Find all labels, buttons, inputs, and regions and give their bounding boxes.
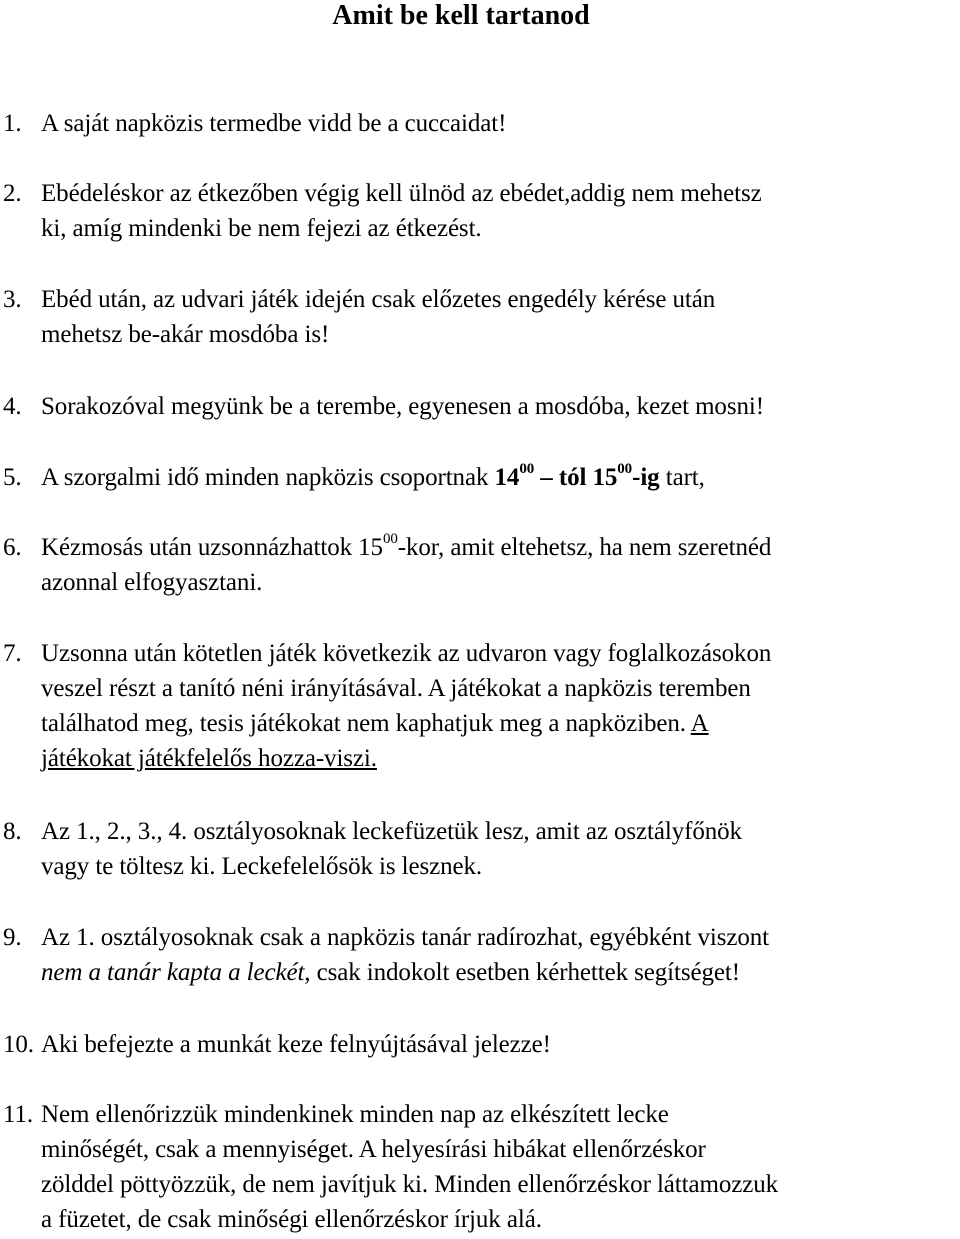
item-number: 1. [3,110,22,137]
item-text: Az 1., 2., 3., 4. osztályosoknak leckefüzetük lesz, amit az osztályfőnök vagy te töltesz ki. Leckefelelősök is lesznek. [41,818,742,880]
snack-time: 15 [358,534,383,561]
underlined-text: A [690,710,709,737]
item-text: A saját napközis termedbe vidd be a cuccaidat! [41,110,507,137]
item-number: 2. [3,180,22,207]
item-number: 4. [3,393,22,420]
item-number: 5. [3,464,22,491]
italic-text: nem a tanár kapta a leckét [41,959,305,986]
item-text: Uzsonna után kötetlen játék következik az udvaron vagy foglalkozásokon veszel részt a tanító néni irányításával. A játékokat a napközis teremben találhatod meg, tesis játékokat nem kaphatjuk meg a napköziben. A játékokat játékfelelős hozza-viszi. [41,640,772,772]
item-text: Aki befejezte a munkát keze felnyújtásával jelezze! [41,1031,551,1058]
item-text: Ebédeléskor az étkezőben végig kell ülnöd az ebédet,addig nem mehetsz ki, amíg mindenki be nem fejezi az étkezést. [41,180,762,242]
item-text: Az 1. osztályosoknak csak a napközis tanár radírozhat, egyébként viszont nem a tanár kapta a leckét, csak indokolt esetben kérhettek segítséget! [41,924,769,986]
item-text: Kézmosás után uzsonnázhattok $15^{00}$-kor, amit eltehetsz, ha nem szeretnéd azonnal elfogyasztani. [41,531,772,596]
item-text: Nem ellenőrizzük mindenkinek minden nap az elkészített lecke minőségét, csak a mennyiséget. A helyesírási hibákat ellenőrzéskor zölddel pöttyözzük, de nem javítjuk ki. Minden ellenőrzéskor láttamozzuk a füzetet, de csak minőségi ellenőrzéskor írjuk alá. [41,1101,779,1233]
time-start: 14 [494,464,520,491]
item-number: 3. [3,286,22,313]
item-text: A szorgalmi idő minden napközis csoportnak $14^{00}$ – tól $15^{00}-ig$ tart, [41,461,705,491]
item-number: 6. [3,534,22,561]
item-text: Ebéd után, az udvari játék idején csak előzetes engedély kérése után mehetsz be-akár mosdóba is! [41,286,716,348]
page-title: Amit be kell tartanod [332,0,590,31]
item-text: Sorakozóval megyünk be a terembe, egyenesen a mosdóba, kezet mosni! [41,393,764,420]
time-end: 15 [592,464,618,491]
item-number: 7. [3,640,22,667]
item-number: 10. [3,1031,34,1058]
item-number: 9. [3,924,22,951]
underlined-text: játékokat játékfelelős hozza-viszi. [41,745,377,772]
item-number: 8. [3,818,22,845]
item-number: 11. [3,1101,34,1128]
